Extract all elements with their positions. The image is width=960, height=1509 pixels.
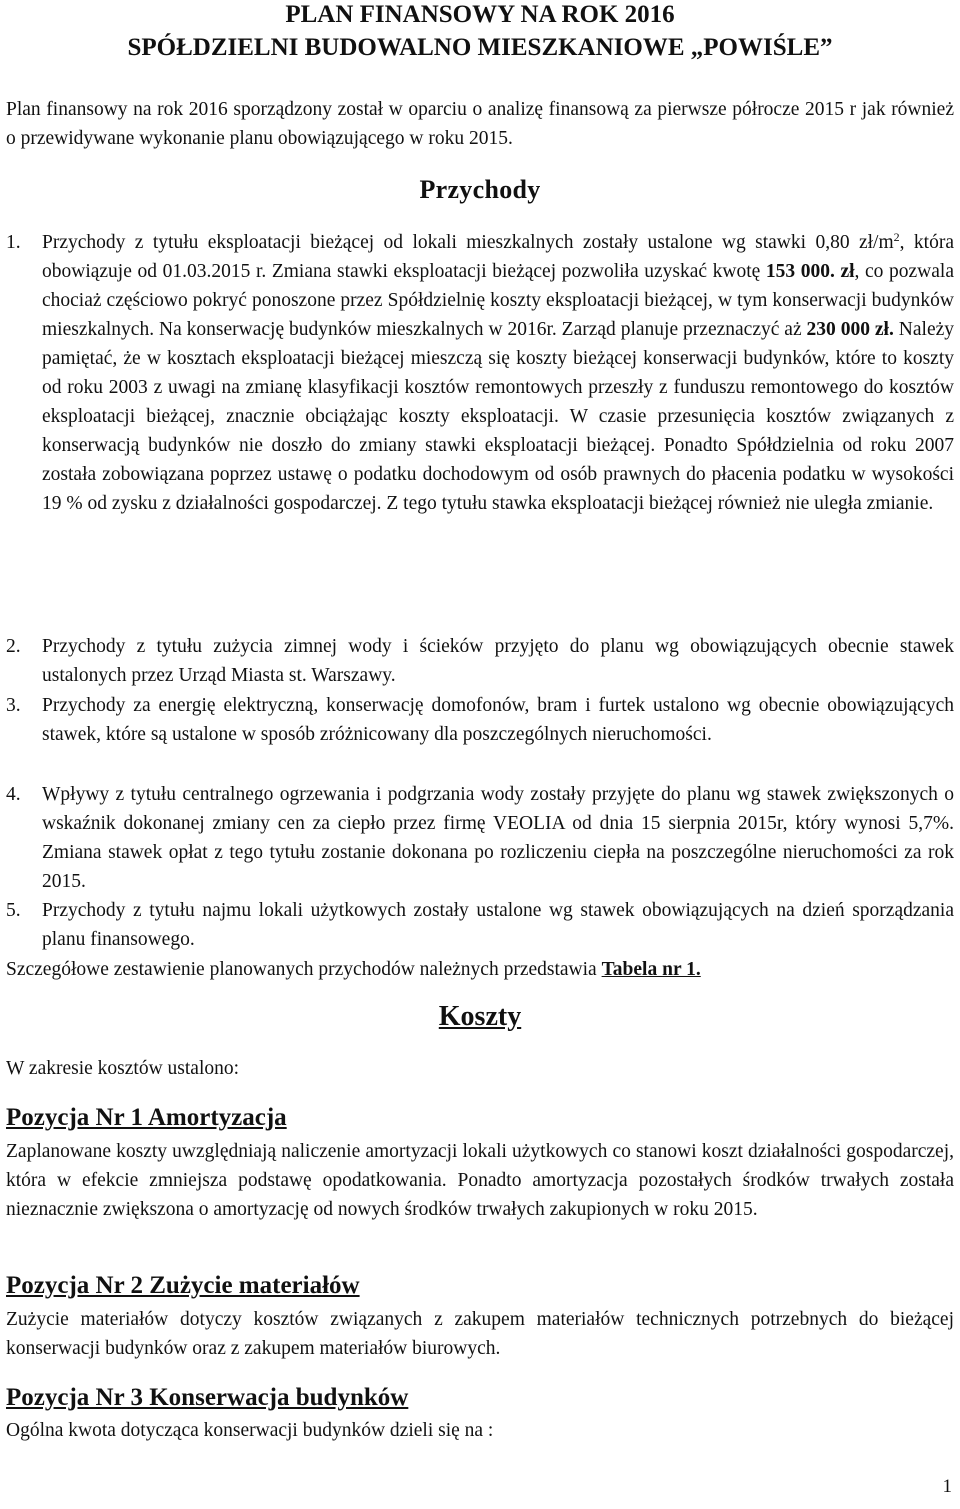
list-item <box>6 228 954 518</box>
summary-paragraph <box>6 955 954 984</box>
list-item-text: Przychody z tytułu najmu lokali użytkowych zostały ustalone wg stawek obowiązujących na dzień sporządzania planu finansowego. <box>42 900 954 950</box>
position-text: Zaplanowane koszty uwzględniają naliczenie amortyzacji lokali użytkowych co stanowi koszt działalności gospodarczej, która w efekcie zmniejsza podstawę opodatkowania. Ponadto amortyzacja pozostałych środków trwałych została nieznacznie zwiększona o amortyzację od nowych środków trwałych zakupionych w roku 2015. <box>6 1141 954 1220</box>
section-heading-przychody: Przychody <box>419 175 541 204</box>
list-item-text: , która obowiązuje od 01.03.2015 r. Zmiana stawki eksploatacji bieżącej pozwoliła uzyskać kwotę <box>42 232 954 282</box>
section-heading-koszty: Koszty <box>438 1001 522 1032</box>
position-heading: Pozycja Nr 3 Konserwacja budynków <box>6 1384 409 1411</box>
list-item-text: , co pozwala chociaż częściowo pokryć ponoszone przez Spółdzielnię koszty eksploatacji bieżącej, w tym konserwacji budynków mieszkalnych. Na konserwację budynków mieszkalnych w 2016r. Zarząd planuje przeznaczyć aż <box>42 261 954 340</box>
bold-amount: 153 000. zł <box>765 261 855 282</box>
list-item-text: Należy pamiętać, że w kosztach eksploatacji bieżącej mieszczą się koszty bieżącej konserwacji budynków, które to koszty od roku 2003 z uwagi na zmianę klasyfikacji kosztów remontowych przeszły z funduszu remontowego do kosztów eksploatacji bieżącej, znacznie obciążając koszty eksploatacji. W czasie przesunięcia kosztów związanych z konserwacją budynków nie doszło do zmiany stawki eksploatacji bieżącej. Ponadto Spółdzielnia od roku 2007 została zobowiązana poprzez ustawę o podatku dochodowym od osób prawnych do płacenia podatku w wysokości 19 % od zysku z działalności gospodarczej. Z tego tytułu stawka eksploatacji bieżącej również nie uległa zmianie. <box>42 319 955 514</box>
list-item-number: 1. <box>6 232 21 253</box>
summary-text: Szczegółowe zestawienie planowanych przychodów należnych przedstawia <box>6 959 602 980</box>
list-item-text: Przychody za energię elektryczną, konserwację domofonów, bram i furtek ustalono wg obecnie obowiązujących stawek, które są ustalone w sposób zróżnicowany dla poszczególnych nieruchomości. <box>42 695 954 745</box>
table-reference: Tabela nr 1. <box>601 959 701 980</box>
position-heading: Pozycja Nr 1 Amortyzacja <box>6 1104 287 1131</box>
document-title: PLAN FINANSOWY NA ROK 2016 <box>285 1 675 28</box>
intro-paragraph: Plan finansowy na rok 2016 sporządzony został w oparciu o analizę finansową za pierwsze półrocze 2015 r jak również o przewidywane wykonanie planu obowiązującego w roku 2015. <box>6 99 954 149</box>
list-item-number: 2. <box>6 636 21 657</box>
list-item <box>6 632 954 690</box>
superscript: 2 <box>893 230 900 244</box>
list-item-number: 3. <box>6 695 21 716</box>
list-item-number: 5. <box>6 900 21 921</box>
list-item <box>6 780 954 896</box>
position-text: Zużycie materiałów dotyczy kosztów związanych z zakupem materiałów technicznych potrzebnych do bieżącej konserwacji budynków oraz z zakupem materiałów biurowych. <box>6 1309 954 1359</box>
list-item-text: Przychody z tytułu zużycia zimnej wody i ścieków przyjęto do planu wg obowiązujących obecnie stawek ustalonych przez Urząd Miasta st. Warszawy. <box>42 636 954 686</box>
list-item-text: Przychody z tytułu eksploatacji bieżącej od lokali mieszkalnych zostały ustalone wg stawki 0,80 zł/m <box>42 232 894 253</box>
page-number: 1 <box>942 1476 952 1497</box>
list-item-number: 4. <box>6 784 21 805</box>
list-item-text: Wpływy z tytułu centralnego ogrzewania i podgrzania wody zostały przyjęte do planu wg stawek zwiększonych o wskaźnik dokonanej zmiany cen za ciepło przez firmę VEOLIA od dnia 15 sierpnia 2015r, który wynosi 5,7%. Zmiana stawek opłat z tego tytułu zostanie dokonana po rozliczeniu ciepła na poszczególne nieruchomości za rok 2015. <box>42 784 954 892</box>
document-subtitle: SPÓŁDZIELNI BUDOWALNO MIESZKANIOWE „POWIŚLE” <box>127 34 833 61</box>
position-heading: Pozycja Nr 2 Zużycie materiałów <box>6 1272 360 1299</box>
list-item <box>6 896 954 954</box>
koszty-intro: W zakresie kosztów ustalono: <box>6 1058 240 1079</box>
position-text: Ogólna kwota dotycząca konserwacji budynków dzieli się na : <box>6 1420 494 1441</box>
bold-amount: 230 000 zł. <box>806 319 894 340</box>
list-item <box>6 691 954 749</box>
